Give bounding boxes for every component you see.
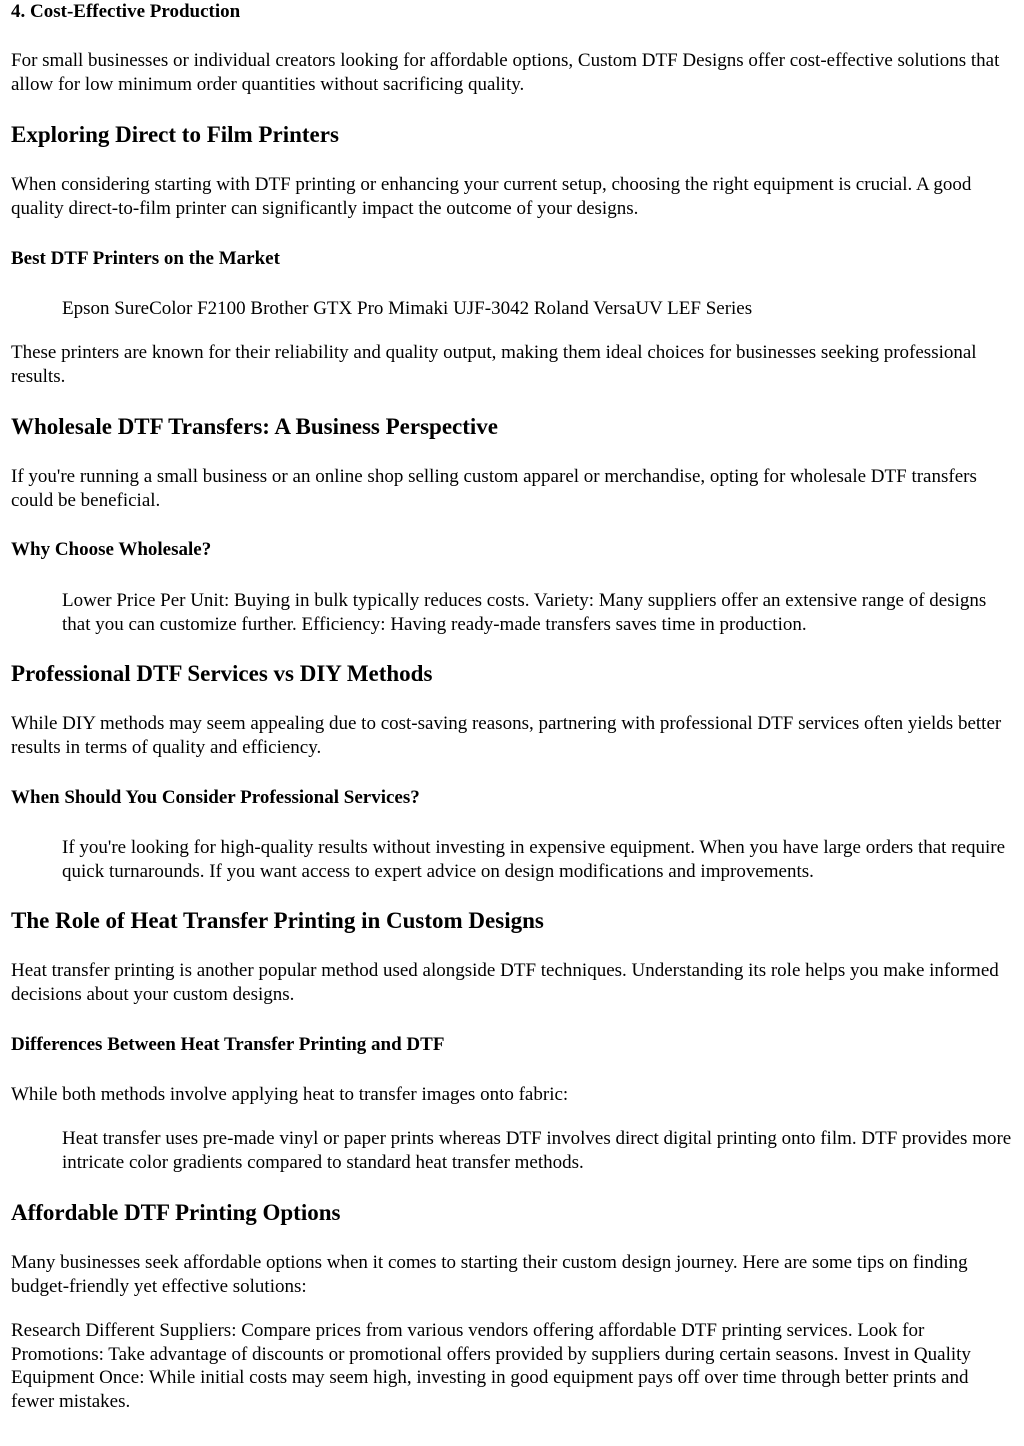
list-printers: Epson SureColor F2100 Brother GTX Pro Mimaki UJF-3042 Roland VersaUV LEF Series bbox=[62, 298, 753, 319]
heading-wholesale-dtf-transfers: Wholesale DTF Transfers: A Business Perspective bbox=[11, 414, 499, 439]
subheading-when-consider-professional: When Should You Consider Professional Services? bbox=[11, 787, 420, 808]
list-differences: Heat transfer uses pre-made vinyl or paper prints whereas DTF involves direct digital printing onto film. DTF provides more intricate color gradients compared to standard heat transfer methods. bbox=[62, 1128, 1012, 1173]
paragraph-printers-reliability: These printers are known for their reliability and quality output, making them ideal choices for businesses seeking professional results. bbox=[11, 342, 977, 387]
list-professional-reasons: If you're looking for high-quality results without investing in expensive equipment. When you have large orders that require quick turnarounds. If you want access to expert advice on design modifications and improvements. bbox=[62, 837, 1005, 882]
paragraph-heat-transfer-intro: Heat transfer printing is another popular method used alongside DTF techniques. Understanding its role helps you make informed decisions about your custom designs. bbox=[11, 960, 999, 1005]
subheading-best-dtf-printers: Best DTF Printers on the Market bbox=[11, 248, 280, 269]
paragraph-both-methods: While both methods involve applying heat to transfer images onto fabric: bbox=[11, 1084, 569, 1105]
list-wholesale-benefits: Lower Price Per Unit: Buying in bulk typically reduces costs. Variety: Many suppliers offer an extensive range of designs that you can customize further. Efficiency: Having ready-made transfers saves time in production. bbox=[62, 590, 987, 635]
heading-exploring-dtf-printers: Exploring Direct to Film Printers bbox=[11, 122, 339, 147]
heading-heat-transfer-role: The Role of Heat Transfer Printing in Custom Designs bbox=[11, 908, 544, 933]
paragraph-affordable-tips: Research Different Suppliers: Compare prices from various vendors offering affordable DTF printing services. Look for Promotions: Take advantage of discounts or promotional offers provided by suppliers during certain seasons. Invest in Quality Equipment Once: While initial costs may seem high, investing in good equipment pays off over time through better prints and fewer mistakes. bbox=[11, 1320, 971, 1412]
paragraph-wholesale-intro: If you're running a small business or an online shop selling custom apparel or merchandise, opting for wholesale DTF transfers could be beneficial. bbox=[11, 466, 977, 511]
paragraph-affordable-intro: Many businesses seek affordable options when it comes to starting their custom design journey. Here are some tips on finding budget-friendly yet effective solutions: bbox=[11, 1252, 968, 1297]
paragraph-diy-vs-professional: While DIY methods may seem appealing due to cost-saving reasons, partnering with professional DTF services often yields better results in terms of quality and efficiency. bbox=[11, 713, 1002, 758]
heading-professional-vs-diy: Professional DTF Services vs DIY Methods bbox=[11, 661, 433, 686]
heading-affordable-dtf-options: Affordable DTF Printing Options bbox=[11, 1200, 341, 1225]
section-heading-cost-effective-production: 4. Cost-Effective Production bbox=[11, 1, 241, 22]
paragraph-cost-effective: For small businesses or individual creators looking for affordable options, Custom DTF Designs offer cost-effective solutions that allow for low minimum order quantities without sacrificing quality. bbox=[11, 50, 1000, 95]
subheading-why-choose-wholesale: Why Choose Wholesale? bbox=[11, 539, 212, 560]
subheading-differences: Differences Between Heat Transfer Printing and DTF bbox=[11, 1034, 445, 1055]
paragraph-choosing-equipment: When considering starting with DTF printing or enhancing your current setup, choosing the right equipment is crucial. A good quality direct-to-film printer can significantly impact the outcome of your designs. bbox=[11, 174, 972, 219]
